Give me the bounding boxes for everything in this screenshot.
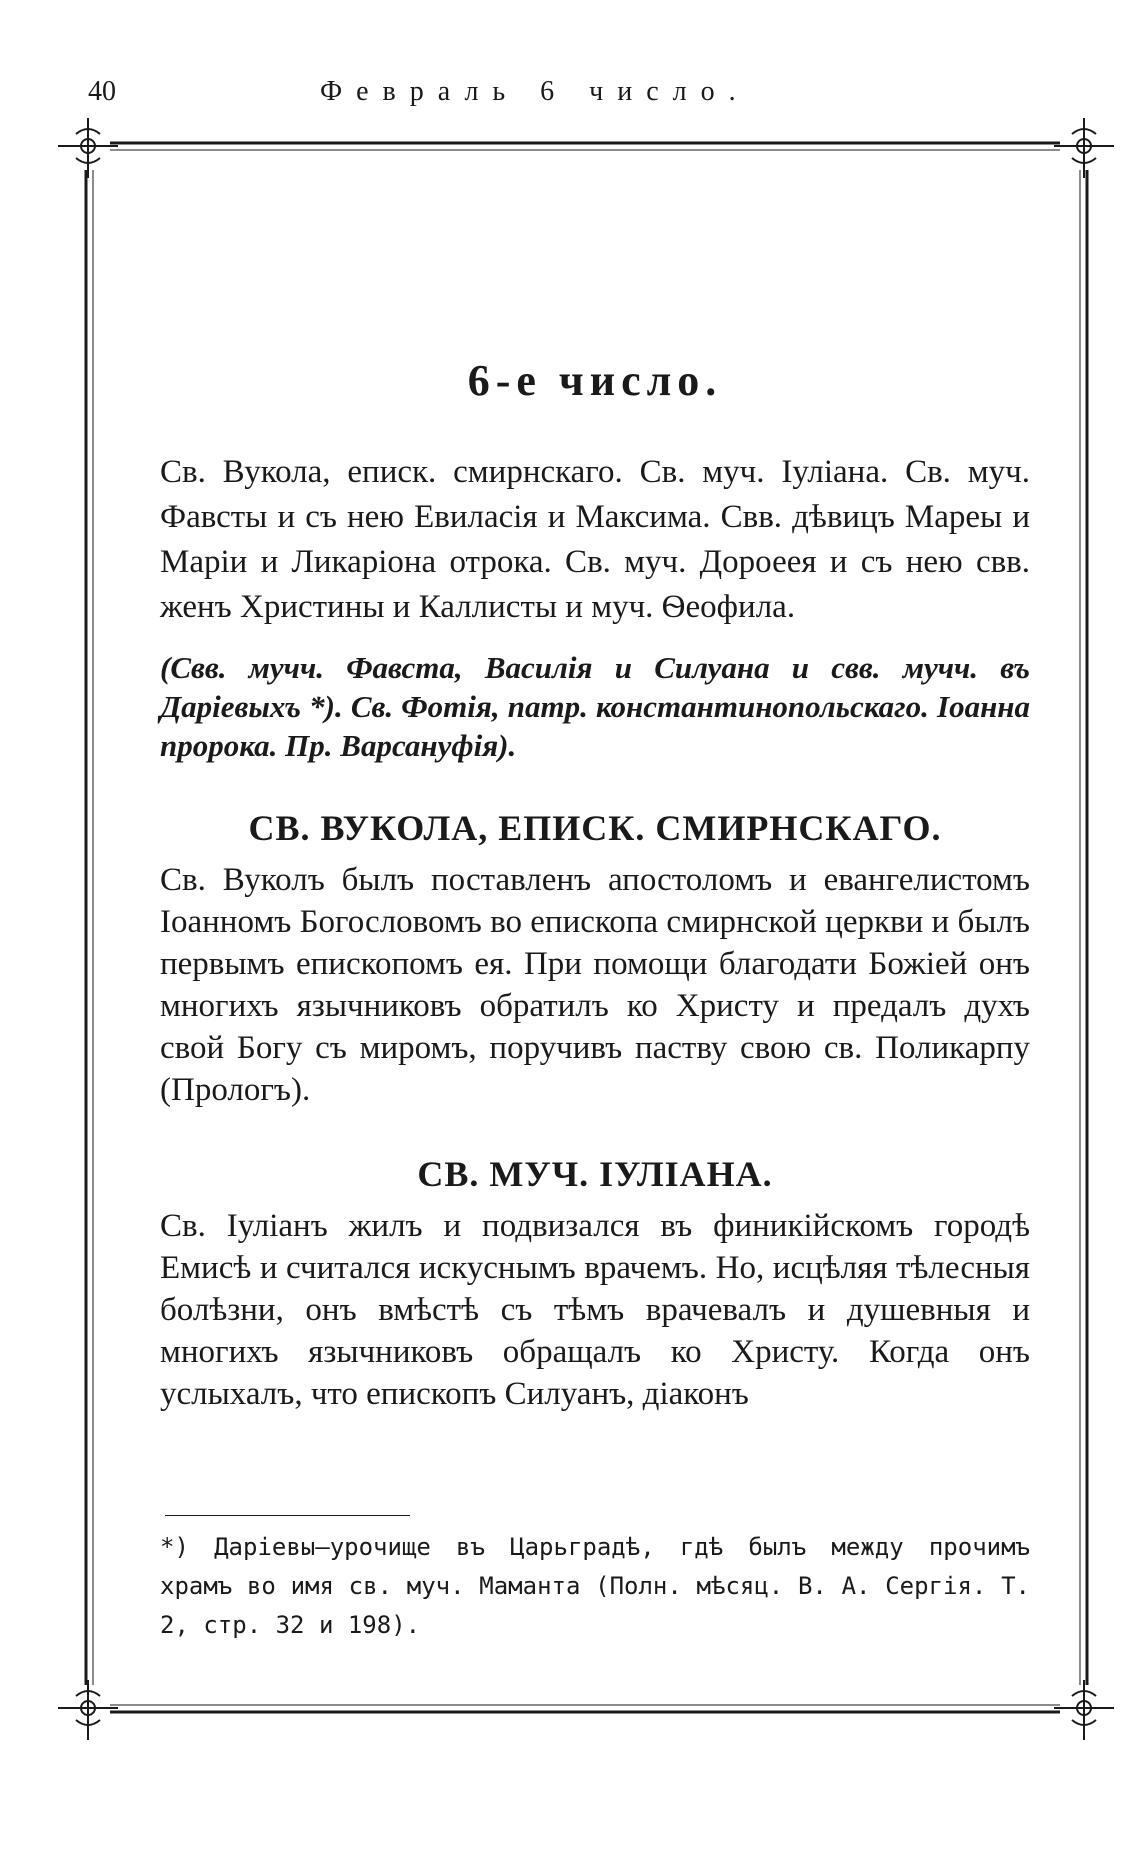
section-text: Св. Іуліанъ жилъ и подвизался въ финикійскомъ городѣ Емисѣ и считался искуснымъ врачемъ. Но, исцѣляя тѣлесныя болѣзни, онъ вмѣстѣ съ тѣмъ врачевалъ и душевныя и многихъ язычниковъ обращалъ ко Христу. Когда онъ услыхалъ, что епископъ Силуанъ, діаконъ xyxy=(160,1208,1030,1412)
saints-list: Св. Вукола, еписк. смирнскаго. Св. муч. Іуліана. Св. муч. Фавсты и съ нею Евиласія и Максима. Свв. дѣвицъ Мареы и Маріи и Ликаріона отрока. Св. муч. Дороеея и съ нею свв. женъ Христины и Каллисты и муч. Ѳеофила. xyxy=(160,454,1030,625)
day-title: 6-е число. xyxy=(467,356,723,405)
corner-ornament-icon xyxy=(1054,118,1114,178)
footnote: *) Даріевы—урочище въ Царьградѣ, гдѣ былъ между прочимъ храмъ во имя св. муч. Маманта (Полн. мѣсяц. В. А. Сергія. Т. 2, стр. 32 и 198). xyxy=(160,1533,1030,1639)
running-title: Февраль 6 число. xyxy=(320,76,750,107)
italic-note: (Свв. мучч. Фавста, Василія и Силуана и свв. мучч. въ Даріевыхъ *). Св. Фотія, патр. константинопольскаго. Іоанна пророка. Пр. Варсануфія). xyxy=(160,650,1030,763)
section-heading: СВ. ВУКОЛА, ЕПИСК. СМИРНСКАГО. xyxy=(248,808,942,848)
section-text: Св. Вуколъ былъ поставленъ апостоломъ и евангелистомъ Іоанномъ Богословомъ во епископа смирнской церкви и былъ первымъ епископомъ ея. При помощи благодати Божіей онъ многихъ язычниковъ обратилъ ко Христу и предалъ духъ свой Богу съ миромъ, поручивъ паству свою св. Поликарпу (Прологъ). xyxy=(160,862,1030,1108)
corner-ornament-icon xyxy=(58,1680,118,1740)
corner-ornament-icon xyxy=(58,118,118,178)
main-content xyxy=(160,355,1030,1415)
footnote-rule xyxy=(165,1515,410,1516)
page-number: 40 xyxy=(88,76,116,107)
corner-ornament-icon xyxy=(1054,1680,1114,1740)
section-heading: СВ. МУЧ. ІУЛІАНА. xyxy=(417,1154,773,1194)
